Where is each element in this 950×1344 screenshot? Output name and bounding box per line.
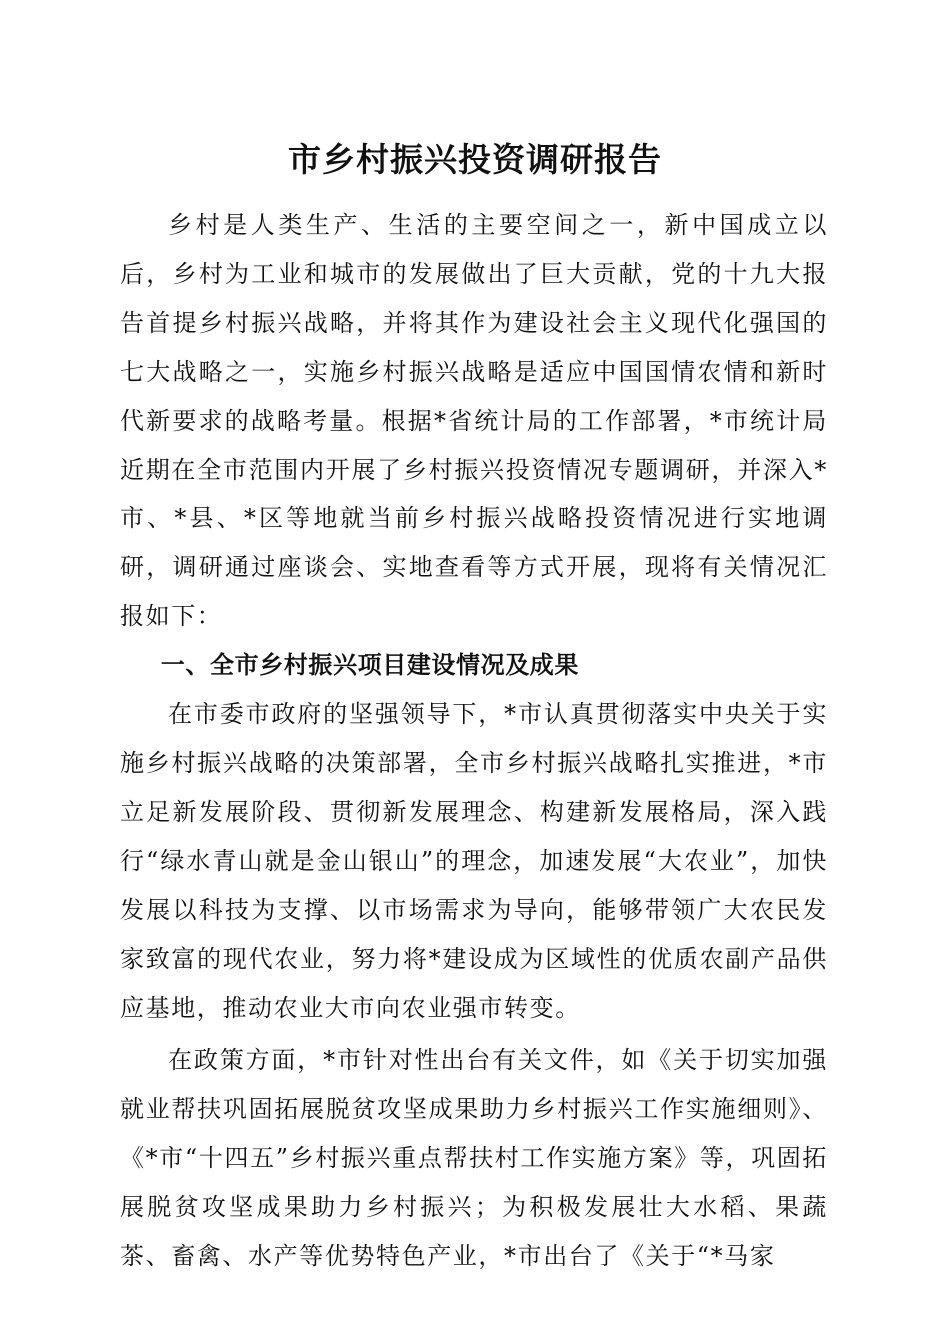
document-body [120,201,828,1281]
section-paragraph-2: 在政策方面，*市针对性出台有关文件，如《关于切实加强就业帮扶巩固拓展脱贫攻坚成果助力乡村振兴工作实施细则》、《*市“十四五”乡村振兴重点帮扶村工作实施方案》等，巩固拓展脱贫攻坚成果助力乡村振兴；为积极发展壮大水稻、果蔬茶、畜禽、水产等优势特色产业，*市出台了《关于“*马家 [120,1046,828,1271]
section-paragraph-1: 在市委市政府的坚强领导下，*市认真贯彻落实中央关于实施乡村振兴战略的决策部署，全市乡村振兴战略扎实推进，*市立足新发展阶段、贯彻新发展理念、构建新发展格局，深入践行“绿水青山就是金山银山”的理念，加速发展“大农业”，加快发展以科技为支撑、以市场需求为导向，能够带领广大农民发家致富的现代农业，努力将*建设成为区域性的优质农副产品供应基地，推动农业大市向农业强市转变。 [120,700,828,1022]
intro-paragraph: 乡村是人类生产、生活的主要空间之一，新中国成立以后，乡村为工业和城市的发展做出了巨大贡献，党的十九大报告首提乡村振兴战略，并将其作为建设社会主义现代化强国的七大战略之一，实施乡村振兴战略是适应中国国情农情和新时代新要求的战略考量。根据*省统计局的工作部署，*市统计局近期在全市范围内开展了乡村振兴投资情况专题调研，并深入*市、*县、*区等地就当前乡村振兴战略投资情况进行实地调研，调研通过座谈会、实地查看等方式开展，现将有关情况汇报如下： [120,211,828,631]
document-title: 市乡村振兴投资调研报告 [288,140,662,179]
section-heading: 一、全市乡村振兴项目建设情况及成果 [160,651,579,680]
